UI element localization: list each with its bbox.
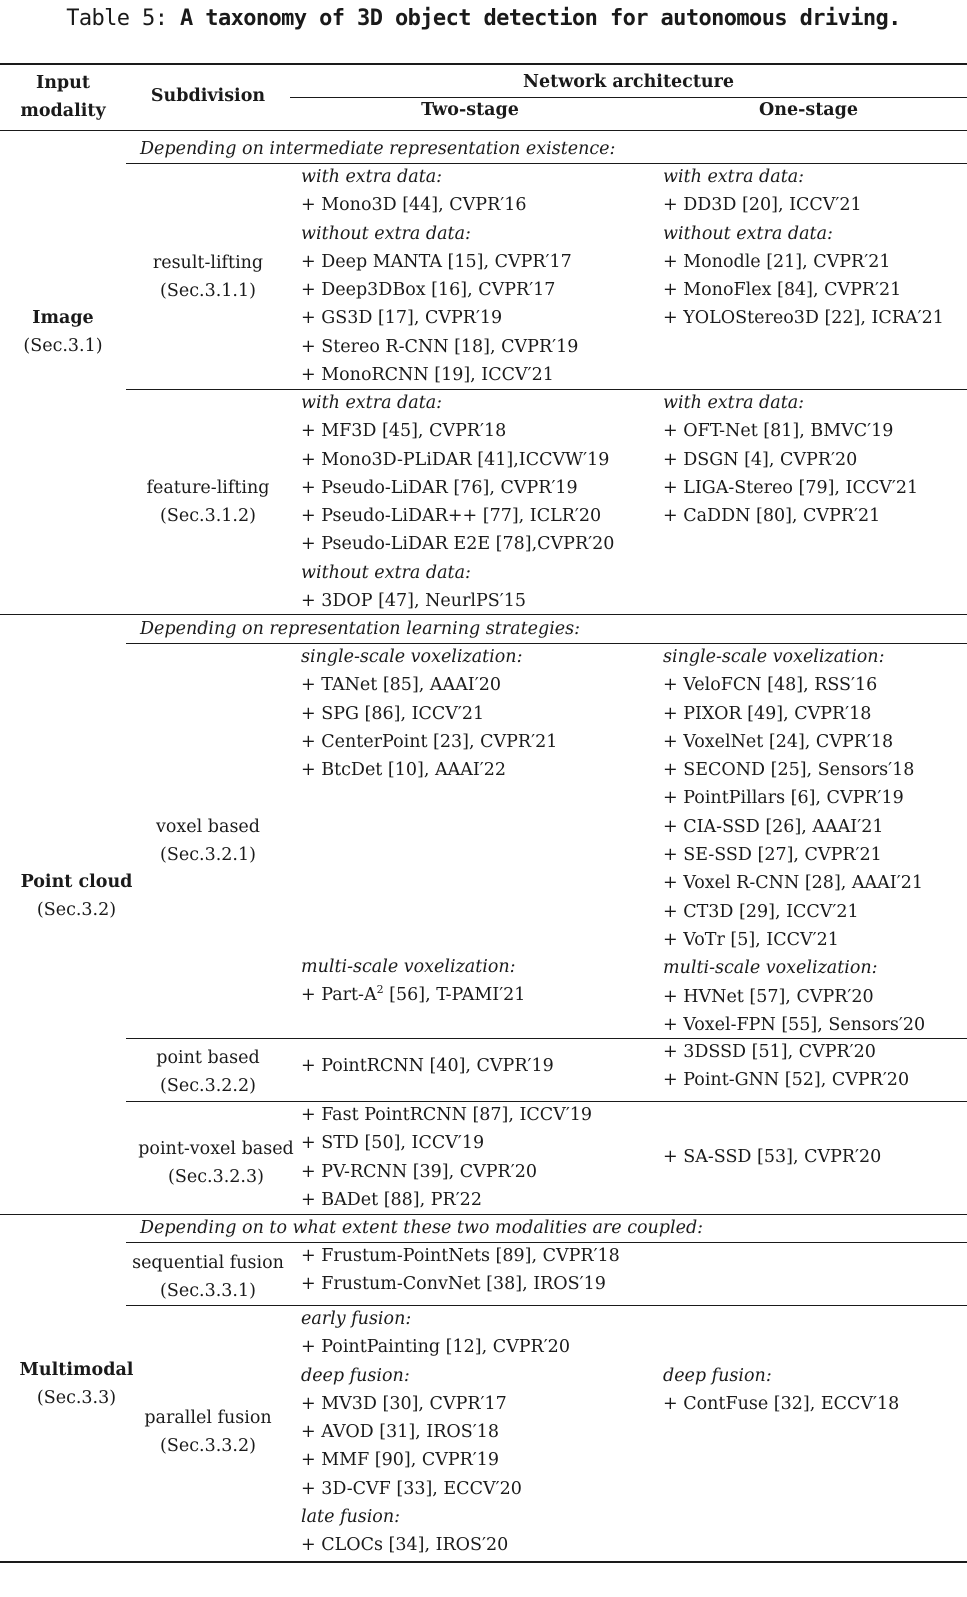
category-label: without extra data: [301,223,471,244]
method-entry: + PointPainting [12], CVPR′20 [301,1337,570,1358]
method-entry: + VoxelNet [24], CVPR′18 [663,731,894,752]
header-one-stage: One-stage [758,100,858,120]
method-entry: + ContFuse [32], ECCV′18 [663,1394,900,1415]
method-entry: + PointPillars [6], CVPR′19 [663,788,904,809]
pointcloud-intro: Depending on representation learning strategies: [140,619,581,639]
method-entry: + Deep3DBox [16], CVPR′17 [301,280,556,301]
method-entry: + HVNet [57], CVPR′20 [663,986,874,1007]
category-label: single-scale voxelization: [301,647,523,667]
method-entry: + SE-SSD [27], CVPR′21 [663,845,882,866]
point-voxel-two-stage [301,1101,592,1214]
method-entry: + Frustum-ConvNet [38], IROS′19 [301,1274,606,1295]
method-entry: + 3DSSD [51], CVPR′20 [663,1042,876,1062]
method-entry: + CIA-SSD [26], AAAI′21 [663,816,884,837]
category-label: with extra data: [301,167,443,187]
image-intro: Depending on intermediate representation existence: [140,139,616,159]
voxel-two-stage-multi [301,953,516,981]
parallel-two-stage [301,1305,570,1560]
modality-point-cloud: Point cloud (Sec.3.2) [20,872,133,920]
header-subdivision: Subdivision [150,86,266,106]
category-label: deep fusion: [663,1366,772,1386]
method-entry: + CenterPoint [23], CVPR′21 [301,731,558,752]
result-lifting-two-stage [301,163,578,389]
method-entry: + Frustum-PointNets [89], CVPR′18 [301,1246,620,1266]
method-entry: + OFT-Net [81], BMVC′19 [663,421,894,442]
header-input-modality: Input modality [20,73,106,121]
method-entry: + SECOND [25], Sensors′18 [663,760,915,781]
category-label: with extra data: [663,167,805,187]
method-entry: + Voxel-FPN [55], Sensors′20 [663,1014,926,1035]
method-entry: + MF3D [45], CVPR′18 [301,421,507,442]
method-entry: + Pseudo-LiDAR E2E [78],CVPR′20 [301,534,615,555]
method-entry: + Fast PointRCNN [87], ICCV′19 [301,1105,593,1125]
method-entry: + BtcDet [10], AAAI′22 [301,760,507,781]
category-label: without extra data: [301,562,471,583]
method-entry: + Mono3D-PLiDAR [41],ICCVW′19 [301,449,610,470]
method-entry: + MMF [90], CVPR′19 [301,1450,500,1471]
header-network-architecture: Network architecture [522,72,734,92]
method-entry: + Pseudo-LiDAR [76], CVPR′19 [301,477,578,498]
method-entry: + GS3D [17], CVPR′19 [301,308,503,329]
subdivision-point-based: point based (Sec.3.2.2) [156,1048,260,1096]
method-entry: + Stereo R-CNN [18], CVPR′19 [301,336,579,357]
header-rule [0,130,967,131]
method-entry: + YOLOStereo3D [22], ICRA′21 [663,308,944,329]
modality-multimodal: Multimodal (Sec.3.3) [19,1360,134,1408]
method-entry: + Point-GNN [52], CVPR′20 [663,1070,910,1091]
method-entry: + CaDDN [80], CVPR′21 [663,506,881,527]
table-caption [0,4,967,34]
feature-lifting-one-stage [663,389,918,530]
category-label: early fusion: [301,1309,412,1329]
method-entry: + BADet [88], PR′22 [301,1189,482,1210]
header-two-stage: Two-stage [421,100,519,120]
voxel-one-stage [663,643,925,1039]
voxel-two-stage-single [301,643,557,784]
method-entry: + Mono3D [44], CVPR′16 [301,195,527,216]
method-entry: + VeloFCN [48], RSS′16 [663,675,878,696]
feature-lifting-two-stage [301,389,614,615]
method-entry: + SA-SSD [53], CVPR′20 [663,1147,882,1167]
method-entry: + AVOD [31], IROS′18 [301,1422,499,1443]
method-entry: + STD [50], ICCV′19 [301,1133,485,1154]
subdivision-sequential-fusion: sequential fusion (Sec.3.3.1) [132,1253,284,1301]
method-entry: + Pseudo-LiDAR++ [77], ICLR′20 [301,506,602,527]
category-label: with extra data: [663,393,805,413]
subdivision-feature-lifting: feature-lifting (Sec.3.1.2) [146,478,270,526]
modality-image: Image (Sec.3.1) [23,308,103,356]
point-voxel-one-stage [663,1143,881,1171]
method-entry: + TANet [85], AAAI′20 [301,675,501,696]
method-entry: + PV-RCNN [39], CVPR′20 [301,1161,537,1182]
subdivision-point-voxel-based: point-voxel based (Sec.3.2.3) [138,1139,294,1187]
category-label: late fusion: [301,1507,401,1528]
method-entry: + CT3D [29], ICCV′21 [663,901,859,922]
method-entry: + 3DOP [47], NeurlPS′15 [301,591,527,612]
method-entry: + MonoFlex [84], CVPR′21 [663,280,902,301]
subdivision-voxel-based: voxel based (Sec.3.2.1) [156,817,260,865]
method-entry: + LIGA-Stereo [79], ICCV′21 [663,477,919,498]
method-entry: + VoTr [5], ICCV′21 [663,929,839,950]
method-entry: + Monodle [21], CVPR′21 [663,251,891,272]
category-label: without extra data: [663,223,833,244]
category-label: multi-scale voxelization: [301,957,516,977]
method-entry: + SPG [86], ICCV′21 [301,703,485,724]
method-entry: + 3D-CVF [33], ECCV′20 [301,1478,522,1499]
method-entry: + Voxel R-CNN [28], AAAI′21 [663,873,923,894]
category-label: single-scale voxelization: [663,647,885,667]
subdivision-parallel-fusion: parallel fusion (Sec.3.3.2) [144,1408,272,1456]
method-entry: + Deep MANTA [15], CVPR′17 [301,251,572,272]
method-entry: + MonoRCNN [19], ICCV′21 [301,365,554,386]
point-based-two-stage [301,1052,554,1080]
method-entry: + CLOCs [34], IROS′20 [301,1535,509,1556]
sequential-two-stage [301,1242,620,1299]
caption-title: A taxonomy of 3D object detection for autonomous driving. [180,6,901,31]
bottom-rule [0,1561,967,1563]
category-label: multi-scale voxelization: [663,958,878,979]
category-label: deep fusion: [301,1365,410,1386]
subdivision-result-lifting: result-lifting (Sec.3.1.1) [152,253,264,301]
part-a2-entry: + Part-$A^2$ [56], T-PAMI′21 [301,983,526,1005]
method-entry: + DD3D [20], ICCV′21 [663,195,862,216]
method-entry: + PointRCNN [40], CVPR′19 [301,1056,554,1076]
parallel-one-stage [663,1362,899,1419]
method-entry: + PIXOR [49], CVPR′18 [663,703,872,724]
result-lifting-one-stage [663,163,944,333]
top-rule [0,63,967,65]
category-label: with extra data: [301,393,443,413]
multimodal-intro: Depending on to what extent these two modalities are coupled: [140,1218,704,1238]
method-entry: + DSGN [4], CVPR′20 [663,449,858,470]
caption-label: Table 5: [66,6,168,31]
point-based-one-stage [663,1038,909,1095]
method-entry: + MV3D [30], CVPR′17 [301,1393,507,1414]
